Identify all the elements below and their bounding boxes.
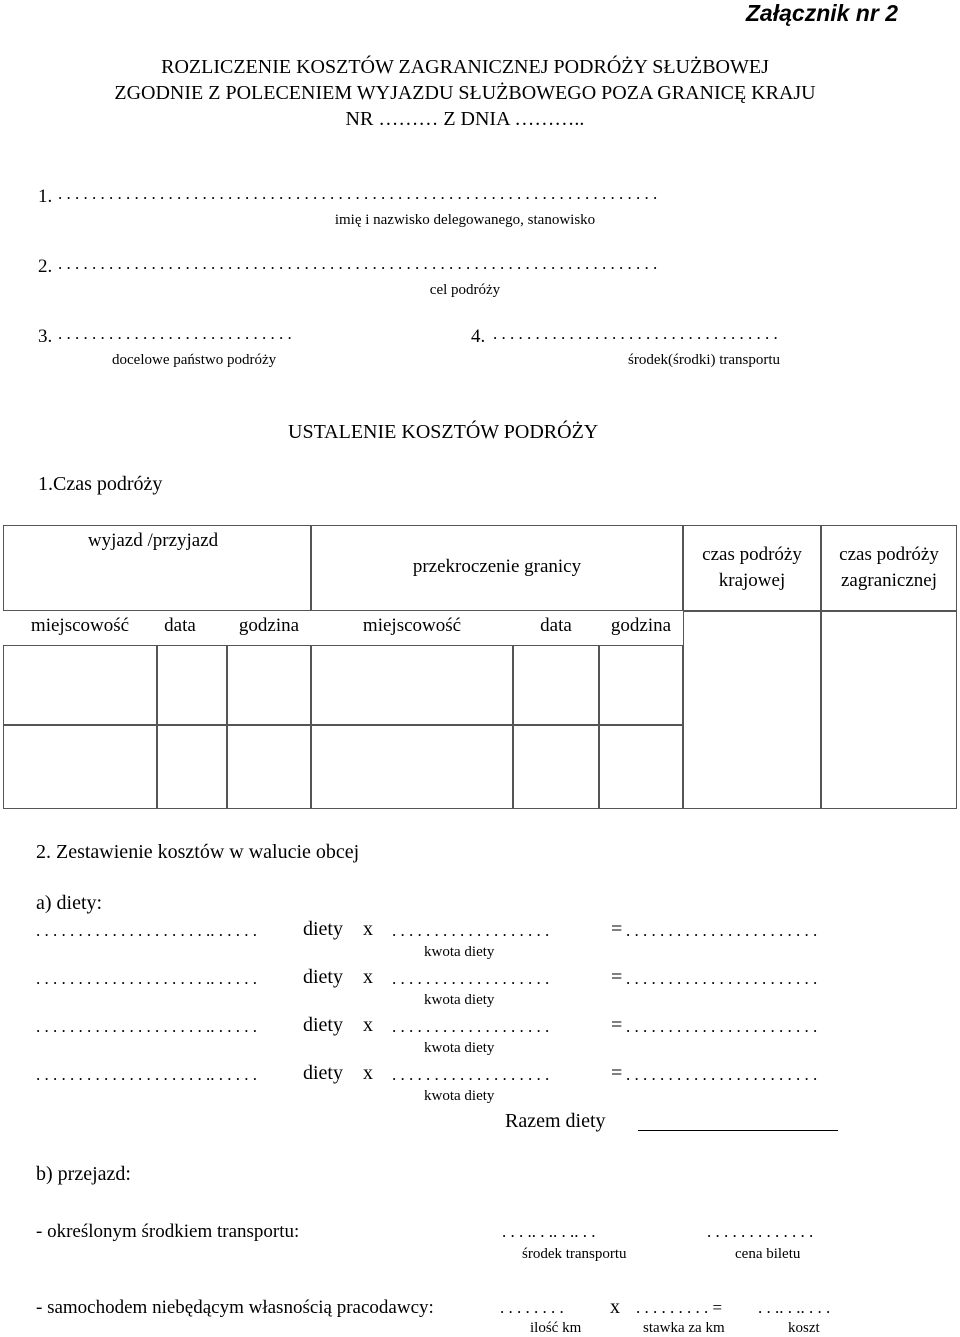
diet-label: diety xyxy=(303,1062,343,1084)
equals-sign: = xyxy=(611,918,623,940)
diet-label: diety xyxy=(303,966,343,988)
total-diets-label: Razem diety xyxy=(505,1110,606,1132)
attachment-label: Załącznik nr 2 xyxy=(745,0,898,26)
km-input[interactable]: . . . . . . . . xyxy=(500,1298,564,1317)
diet-label: diety xyxy=(303,1014,343,1036)
document-title-line3: NR ……… Z DNIA ……….. xyxy=(345,108,585,130)
car-cost-caption: koszt xyxy=(788,1320,820,1336)
costs-heading: 2. Zestawienie kosztów w walucie obcej xyxy=(36,841,360,863)
sub-hour2: godzina xyxy=(610,615,672,636)
field2-input-line[interactable]: . . . . . . . . . . . . . . . . . . . . . . . . . . . . . . . . . . . . . . . . . . . . . . . . . . . . . . . . . . . . . . . . . . . . . . . xyxy=(58,254,658,273)
table-cell[interactable] xyxy=(311,725,513,809)
km-rate-caption: stawka za km xyxy=(643,1320,725,1336)
sub-date1: data xyxy=(164,615,196,636)
section-title: USTALENIE KOSZTÓW PODRÓŻY xyxy=(288,421,599,443)
multiply-sign: x xyxy=(363,918,373,940)
col-domestic-label-1: czas podróży xyxy=(702,544,802,565)
multiply-sign: x xyxy=(363,1062,373,1084)
transport-label: b) przejazd: xyxy=(36,1163,131,1185)
diet-rate-input[interactable]: . . . . . . . . . . . . . . . . . . . xyxy=(392,969,550,988)
diet-amount-caption: kwota diety xyxy=(424,944,495,960)
field2-number: 2. xyxy=(38,256,53,277)
table-cell[interactable] xyxy=(599,725,683,809)
diet-amount-caption: kwota diety xyxy=(424,992,495,1008)
document-title-line2: ZGODNIE Z POLECENIEM WYJAZDU SŁUŻBOWEGO POZA GRANICĘ KRAJU xyxy=(114,82,816,104)
table-cell[interactable] xyxy=(157,725,227,809)
table-cell[interactable] xyxy=(513,645,599,725)
col-foreign-label-1: czas podróży xyxy=(839,544,939,565)
col-foreign-label-2: zagranicznej xyxy=(841,570,937,591)
diet-amount-input[interactable]: . . . . . . . . . . . . . . . . . . . . . . . xyxy=(626,969,818,988)
equals-sign: = xyxy=(611,1062,623,1084)
km-caption: ilość km xyxy=(530,1320,582,1336)
diet-amount-input[interactable]: . . . . . . . . . . . . . . . . . . . . . . . xyxy=(626,1017,818,1036)
diet-days-input[interactable]: . . . . . . . . . . . . . . . . . . . . .. . . . . . xyxy=(36,1065,257,1084)
document-title-line1: ROZLICZENIE KOSZTÓW ZAGRANICZNEJ PODRÓŻY SŁUŻBOWEJ xyxy=(161,56,769,78)
table-cell[interactable] xyxy=(599,645,683,725)
ticket-price-caption: cena biletu xyxy=(735,1246,801,1262)
private-car-label: - samochodem niebędącym własnością pracodawcy: xyxy=(36,1297,434,1318)
transport-mode-label: - określonym środkiem transportu: xyxy=(36,1221,300,1242)
car-cost-input[interactable]: . . .. . .. . . . xyxy=(758,1298,831,1317)
header-cell-domestic xyxy=(683,525,821,611)
multiply-sign: x xyxy=(363,966,373,988)
diet-amount-input[interactable]: . . . . . . . . . . . . . . . . . . . . . . . xyxy=(626,1065,818,1084)
total-diets-input-line[interactable] xyxy=(638,1130,838,1131)
diet-days-input[interactable]: . . . . . . . . . . . . . . . . . . . . .. . . . . . xyxy=(36,921,257,940)
car-multiply-sign: x xyxy=(610,1296,620,1318)
field3-input-line[interactable]: . . . . . . . . . . . . . . . . . . . . . . . . . . . . xyxy=(58,324,292,343)
col-departure-label: wyjazd /przyjazd xyxy=(87,530,219,551)
header-cell-foreign xyxy=(821,525,957,611)
table-cell[interactable] xyxy=(157,645,227,725)
transport-means-input[interactable]: . . . .. . .. . .. . . xyxy=(502,1222,596,1241)
table-cell[interactable] xyxy=(3,645,157,725)
diet-days-input[interactable]: . . . . . . . . . . . . . . . . . . . . .. . . . . . xyxy=(36,1017,257,1036)
col-border-label: przekroczenie granicy xyxy=(412,556,582,577)
field2-caption: cel podróży xyxy=(429,282,501,298)
table-cell[interactable] xyxy=(513,725,599,809)
transport-means-caption: środek transportu xyxy=(522,1246,627,1262)
sub-place1: miejscowość xyxy=(30,615,130,636)
field4-number: 4. xyxy=(471,326,486,347)
field3-number: 3. xyxy=(38,326,53,347)
equals-sign: = xyxy=(611,1014,623,1036)
field1-input-line[interactable]: . . . . . . . . . . . . . . . . . . . . . . . . . . . . . . . . . . . . . . . . . . . . . . . . . . . . . . . . . . . . . . . . . . . . . . . xyxy=(58,184,658,203)
diet-rate-input[interactable]: . . . . . . . . . . . . . . . . . . . xyxy=(392,1017,550,1036)
field4-input-line[interactable]: . . . . . . . . . . . . . . . . . . . . . . . . . . . . . . . . . . xyxy=(493,324,778,343)
diet-days-input[interactable]: . . . . . . . . . . . . . . . . . . . . .. . . . . . xyxy=(36,969,257,988)
table-cell-foreign-time[interactable] xyxy=(821,611,957,809)
diet-rate-input[interactable]: . . . . . . . . . . . . . . . . . . . xyxy=(392,921,550,940)
table-cell-domestic-time[interactable] xyxy=(683,611,821,809)
multiply-sign: x xyxy=(363,1014,373,1036)
equals-sign: = xyxy=(611,966,623,988)
table-cell[interactable] xyxy=(227,645,311,725)
travel-time-heading: 1.Czas podróży xyxy=(38,473,163,495)
table-cell[interactable] xyxy=(311,645,513,725)
table-cell[interactable] xyxy=(3,725,157,809)
field4-caption: środek(środki) transportu xyxy=(628,352,781,368)
diets-label: a) diety: xyxy=(36,892,103,914)
diet-amount-input[interactable]: . . . . . . . . . . . . . . . . . . . . . . . xyxy=(626,921,818,940)
field1-number: 1. xyxy=(38,186,53,207)
col-domestic-label-2: krajowej xyxy=(718,570,786,591)
sub-hour1: godzina xyxy=(238,615,300,636)
field1-caption: imię i nazwisko delegowanego, stanowisko xyxy=(334,212,596,228)
table-cell[interactable] xyxy=(227,725,311,809)
field3-caption: docelowe państwo podróży xyxy=(112,352,277,368)
km-rate-input[interactable]: . . . . . . . . . = xyxy=(636,1298,723,1317)
diet-label: diety xyxy=(303,918,343,940)
sub-place2: miejscowość xyxy=(362,615,462,636)
diet-amount-caption: kwota diety xyxy=(424,1088,495,1104)
diet-amount-caption: kwota diety xyxy=(424,1040,495,1056)
diet-rate-input[interactable]: . . . . . . . . . . . . . . . . . . . xyxy=(392,1065,550,1084)
ticket-price-input[interactable]: . . . . . . . . . . . . . xyxy=(707,1222,814,1241)
sub-date2: data xyxy=(540,615,572,636)
